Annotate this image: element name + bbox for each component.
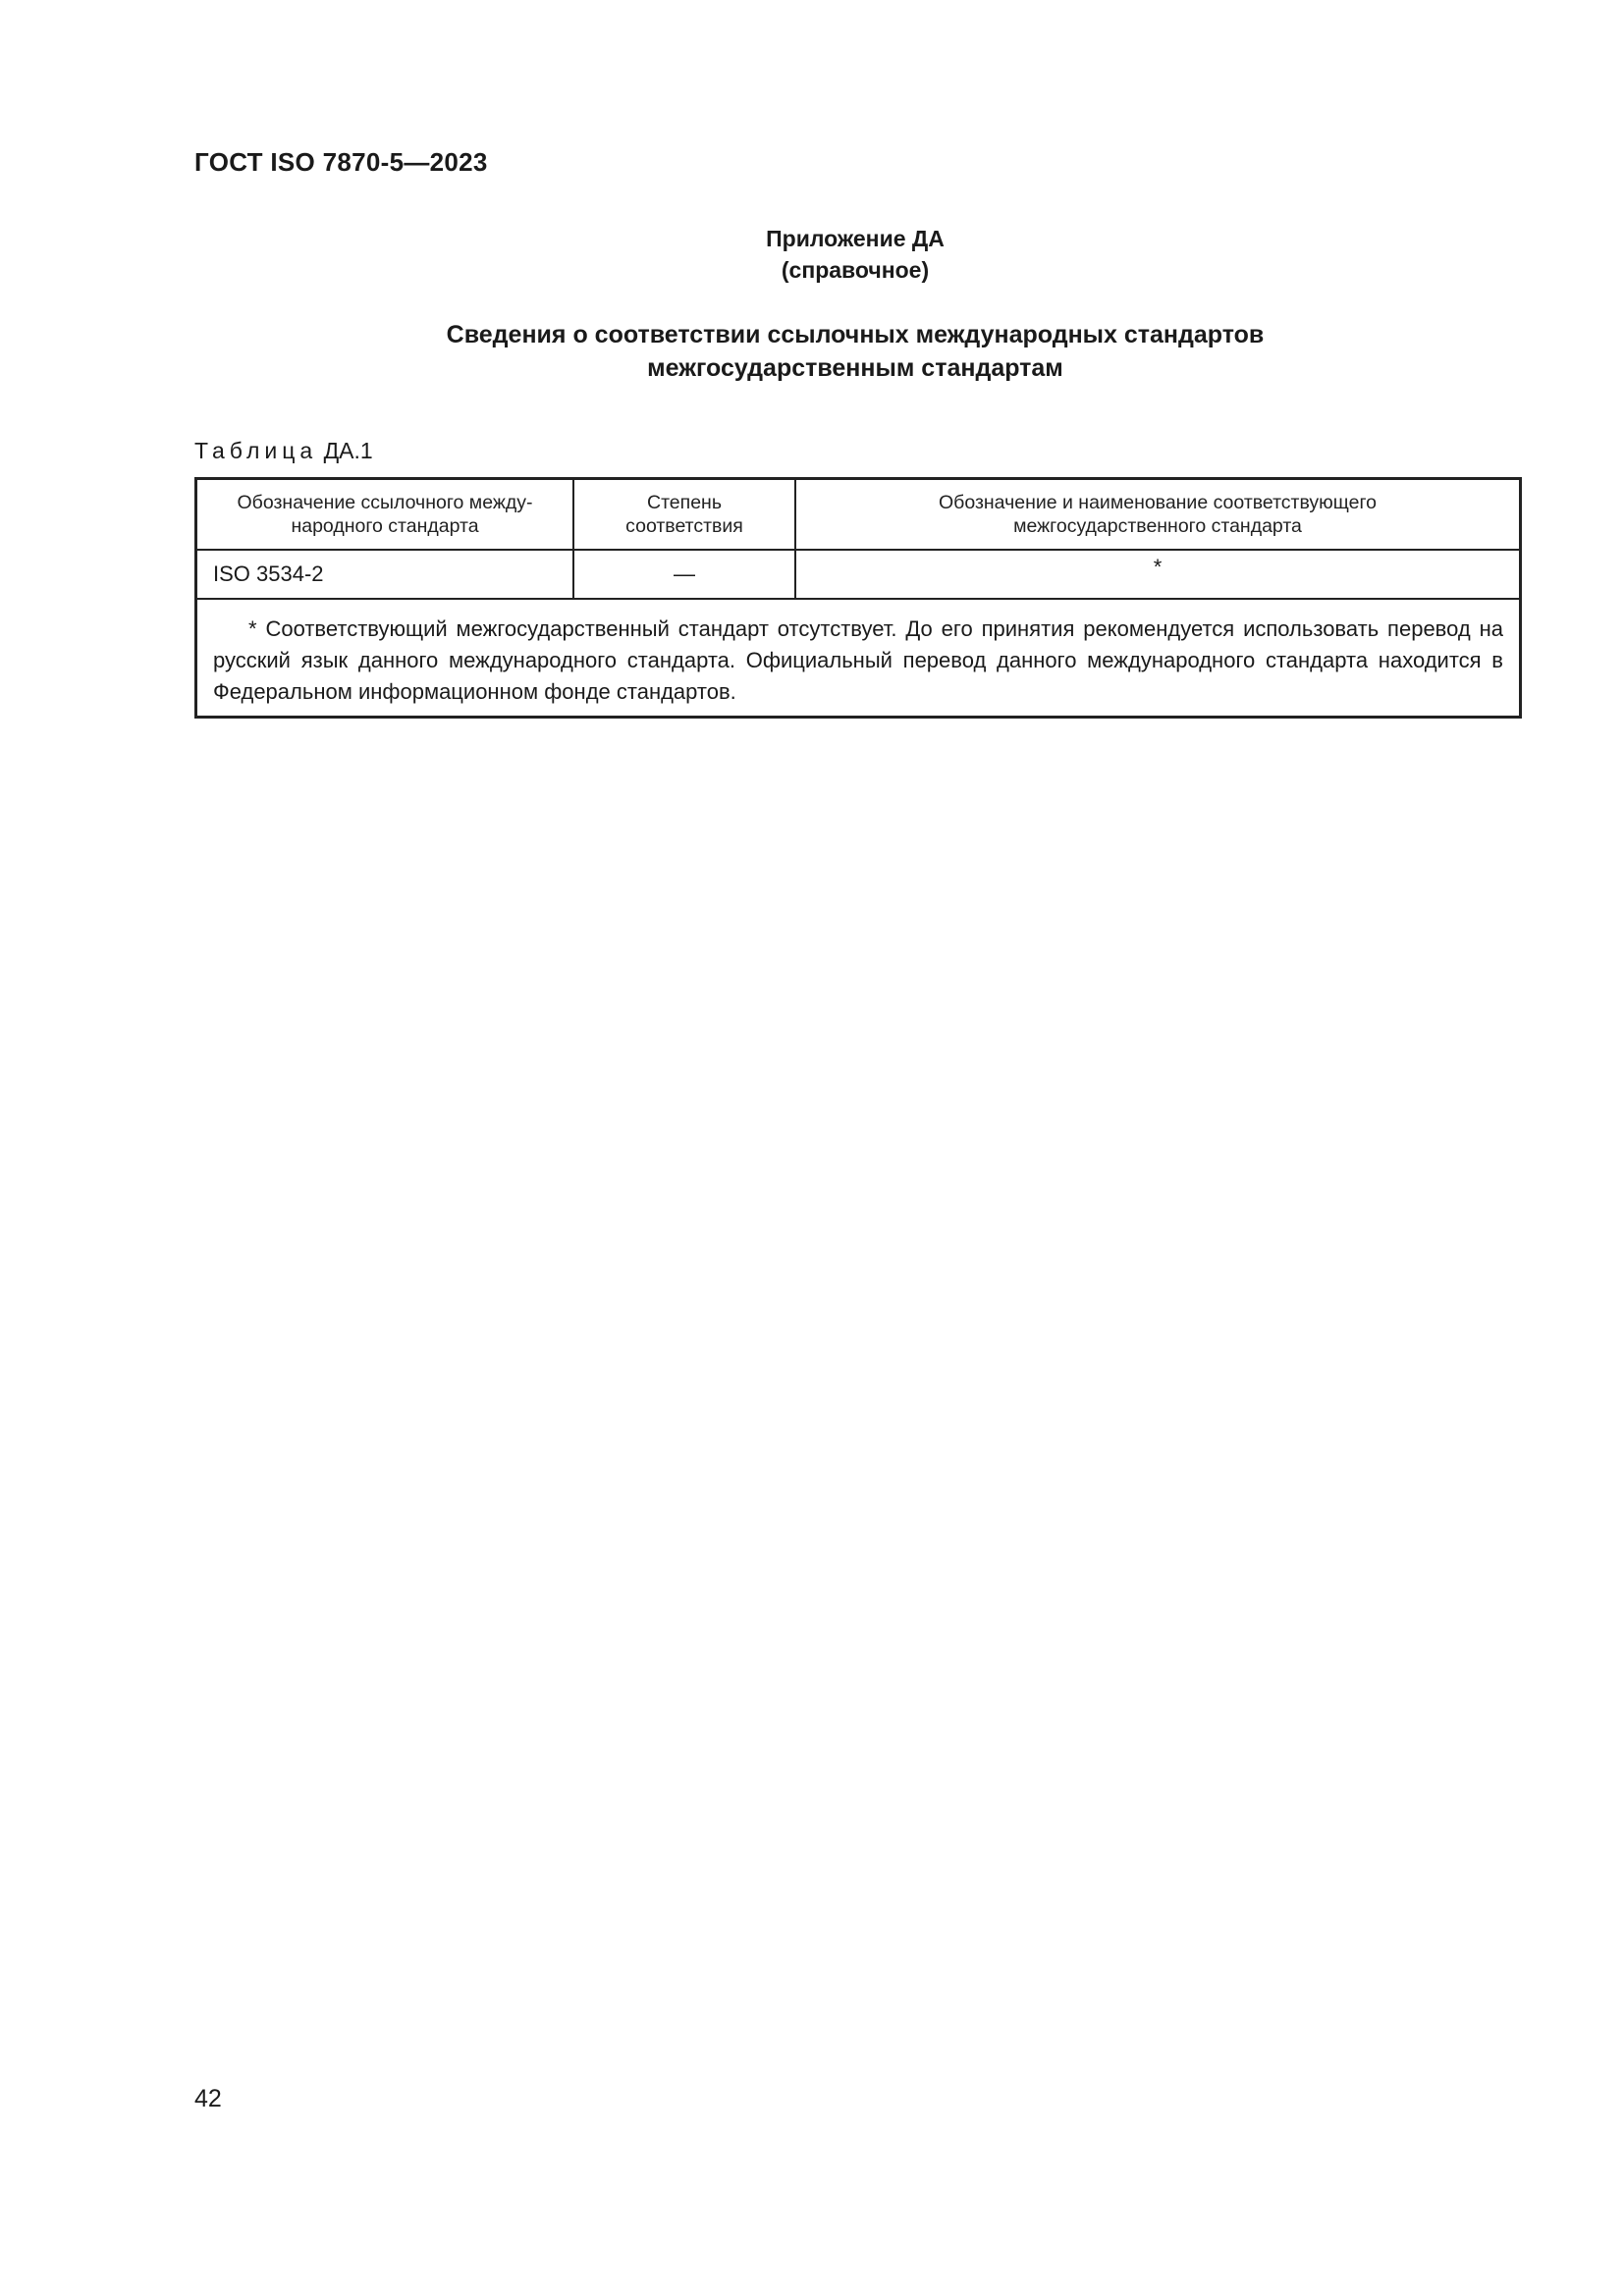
annex-title: Приложение ДА	[766, 226, 945, 251]
table-footnote: * Соответствующий межгосударственный стандарт отсутствует. До его принятия рекомендуется использовать перевод на русский язык данного международного стандарта. Официальный перевод данного международного стандарта находится в Федеральном информационном фонде стандартов.	[196, 599, 1520, 717]
header-degree-of-correspondence	[573, 479, 795, 550]
table-row	[196, 550, 1520, 599]
table-caption-word: Таблица	[194, 438, 318, 463]
table-caption	[194, 438, 373, 464]
header-line: соответствия	[625, 515, 743, 537]
header-reference-standard	[196, 479, 573, 550]
table-footnote-row	[196, 599, 1520, 717]
header-interstate-standard	[795, 479, 1520, 550]
table-caption-number: ДА.1	[323, 438, 373, 463]
page-number: 42	[194, 2085, 222, 2112]
annex-type: (справочное)	[781, 257, 930, 283]
table-header-row	[196, 479, 1520, 550]
correspondence-table	[194, 477, 1522, 719]
header-line: межгосударственного стандарта	[1013, 515, 1302, 537]
header-line: Степень	[647, 492, 722, 513]
section-heading-line-1: Сведения о соответствии ссылочных международных стандартов	[446, 321, 1265, 348]
header-line: народного стандарта	[291, 515, 479, 537]
header-line: Обозначение и наименование соответствующего	[938, 492, 1377, 513]
cell-interstate-standard: *	[795, 550, 1520, 599]
cell-reference-standard: ISO 3534-2	[196, 550, 573, 599]
cell-degree: —	[573, 550, 795, 599]
document-code: ГОСТ ISO 7870-5—2023	[194, 147, 488, 177]
header-line: Обозначение ссылочного между-	[237, 492, 533, 513]
section-heading-line-2: межгосударственным стандартам	[647, 354, 1063, 382]
